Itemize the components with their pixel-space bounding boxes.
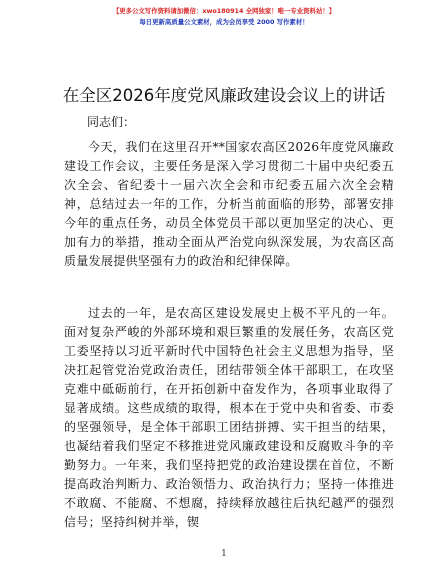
promo-banner-line-2: 每日更新高质量公文素材，成为会员享受 2000 写作素材！ <box>139 18 309 26</box>
paragraph-1: 今天，我们在这里召开**国家农高区2026年度党风廉政建设工作会议，主要任务是深入学习贯彻二十届中央纪委五次全会、省纪委十一届六次全会和市纪委五届六次全会精神，总结过去一年的工作，分析当前面临的形势，部署安排今年的重点任务，动员全体党员干部以更加坚定的决心、更加有力的举措，推动全面从严治党向纵深发展，为农高区高质量发展提供坚强有力的政治和纪律保障。 <box>64 140 394 268</box>
promo-banner <box>0 6 448 28</box>
page-number: 1 <box>221 549 227 559</box>
paragraph-2: 过去的一年，是农高区建设发展史上极不平凡的一年。面对复杂严峻的外部环境和艰巨繁重的发展任务，农高区党工委坚持以习近平新时代中国特色社会主义思想为指导，坚决扛起管党治党政治责任，团结带领全体干部职工，在攻坚克难中砥砺前行，在开拓创新中奋发作为，各项事业取得了显著成绩。这些成绩的取得，根本在于党中央和省委、市委的坚强领导，是全体干部职工团结拼搏、实干担当的结果，也凝结着我们坚定不移推进党风廉政建设和反腐败斗争的辛勤努力。一年来，我们坚持把党的政治建设摆在首位，不断提高政治判断力、政治领悟力、政治执行力；坚持一体推进不敢腐、不能腐、不想腐，持续释放越往后执纪越严的强烈信号；坚持纠树并举，锲 <box>64 306 394 529</box>
document-title: 在全区2026年度党风廉政建设会议上的讲话 <box>62 86 386 105</box>
promo-banner-line-1: 【更多公文写作资料请加微信：xwo180914 全网独家！唯一专业资料站！】 <box>112 7 336 15</box>
greeting: 同志们： <box>87 115 136 129</box>
